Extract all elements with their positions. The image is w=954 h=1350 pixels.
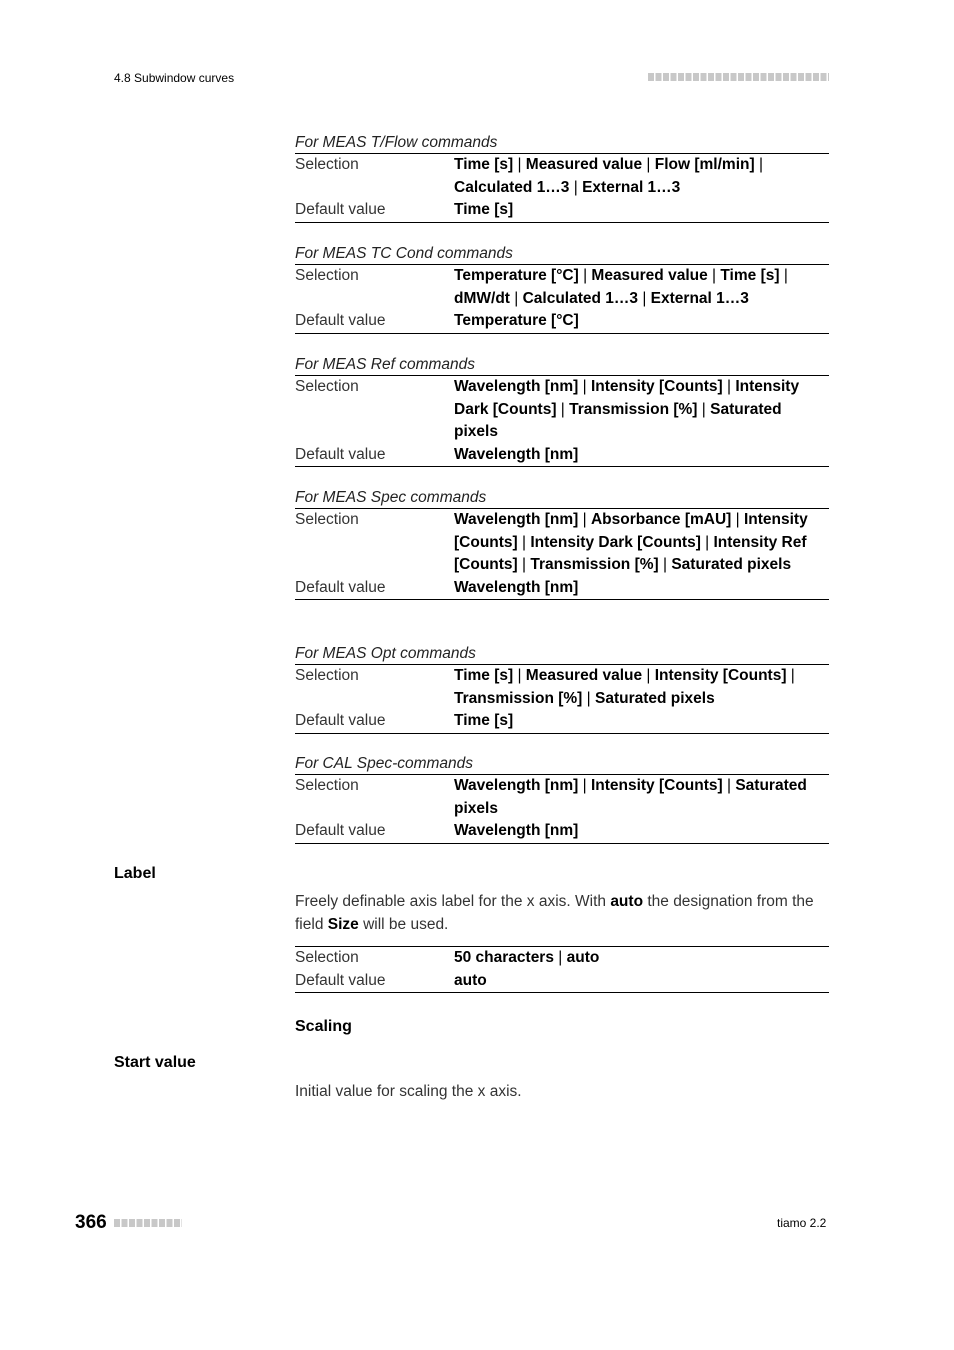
separator: | (513, 156, 526, 173)
label-desc-bold-2: Size (327, 916, 359, 933)
selection-option: Intensity Ref [Counts] (454, 533, 807, 573)
default-key: Default value (295, 201, 386, 218)
selection-key: Selection (295, 777, 359, 794)
selection-option: Intensity [Counts] (454, 511, 808, 551)
selection-table (295, 946, 829, 993)
separator: | (509, 289, 523, 307)
default-value: Wavelength [nm] (454, 822, 579, 839)
default-key: Default value (295, 445, 386, 463)
default-key: Default value (295, 578, 386, 596)
default-value: Temperature [°C] (454, 312, 579, 329)
running-header-section: 4.8 Subwindow curves (114, 71, 235, 85)
default-value: Time [s] (454, 201, 514, 218)
label-desc-text-3: will be used. (358, 916, 449, 933)
block-title: For MEAS T/Flow commands (295, 134, 498, 151)
selection-option: Saturated pixels (454, 777, 807, 817)
selection-option: Intensity [Counts] (590, 378, 723, 395)
block-title: For MEAS Spec commands (295, 489, 487, 506)
separator: | (731, 511, 744, 528)
selection-option: Intensity Dark [Counts] (454, 378, 800, 418)
block-meas-spec (295, 488, 829, 600)
selection-key: Selection (295, 511, 359, 528)
selection-option: Intensity [Counts] (590, 777, 723, 794)
block-meas-opt (295, 644, 829, 734)
default-value: auto (454, 971, 487, 989)
selection-option: Temperature [°C] (454, 267, 579, 284)
product-version: tiamo 2.2 (777, 1216, 827, 1230)
start-value-description: Initial value for scaling the x axis. (295, 1083, 522, 1100)
selection-option: Saturated pixels (594, 689, 715, 707)
selection-table (295, 375, 829, 467)
default-key: Default value (295, 312, 386, 329)
selection-option: Measured value (591, 267, 708, 284)
default-key: Default value (295, 971, 386, 989)
selection-option: Saturated pixels (671, 556, 792, 573)
start-value-heading: Start value (114, 1054, 196, 1071)
separator: | (786, 667, 795, 684)
block-title: For MEAS Opt commands (295, 645, 476, 662)
selection-option: Time [s] (454, 156, 514, 173)
label-heading: Label (114, 865, 156, 882)
separator: | (697, 400, 711, 418)
separator: | (722, 378, 736, 395)
selection-option: Wavelength [nm] (454, 511, 579, 528)
selection-key: Selection (295, 667, 359, 684)
selection-values (454, 509, 829, 577)
selection-key: Selection (295, 267, 359, 284)
selection-option: Transmission [%] (569, 400, 698, 418)
selection-option: dMW/dt (454, 289, 510, 307)
separator: | (700, 533, 714, 551)
separator: | (513, 667, 526, 684)
default-key: Default value (295, 712, 386, 729)
label-desc-text-2: the designation from the field (295, 893, 814, 933)
separator: | (578, 267, 592, 284)
separator: | (569, 178, 583, 196)
selection-option: Absorbance [mAU] (590, 511, 732, 528)
selection-option: External 1…3 (582, 178, 681, 196)
block-title: For CAL Spec-commands (295, 755, 474, 772)
page-number: 366 (75, 1212, 107, 1233)
separator: | (578, 511, 591, 528)
selection-option: Calculated 1…3 (454, 178, 570, 196)
selection-key: Selection (295, 949, 359, 966)
header-dot-bar (648, 73, 829, 81)
selection-option: Time [s] (454, 667, 514, 684)
selection-table (295, 774, 829, 844)
block-label (295, 946, 829, 993)
selection-option: Wavelength [nm] (454, 777, 579, 794)
selection-table (295, 508, 829, 600)
label-description (295, 890, 829, 936)
separator: | (517, 533, 531, 551)
block-title: For MEAS Ref commands (295, 356, 476, 373)
separator: | (642, 667, 655, 684)
separator: | (754, 156, 763, 173)
selection-option: Transmission [%] (530, 556, 659, 573)
separator: | (638, 289, 651, 307)
block-meas-tc-cond (295, 244, 829, 334)
default-value: Wavelength [nm] (454, 445, 579, 463)
separator: | (707, 267, 721, 284)
separator: | (722, 777, 736, 794)
selection-option: Calculated 1…3 (522, 289, 639, 307)
selection-option: Wavelength [nm] (454, 378, 579, 395)
separator: | (642, 156, 655, 173)
separator: | (658, 556, 672, 573)
selection-option: Intensity [Counts] (654, 667, 787, 684)
selection-values (454, 775, 829, 821)
block-meas-ref (295, 355, 829, 467)
selection-table (295, 664, 829, 734)
block-title: For MEAS TC Cond commands (295, 245, 513, 262)
separator: | (578, 378, 591, 395)
selection-option: Flow [ml/min] (654, 156, 755, 173)
scaling-heading: Scaling (295, 1018, 352, 1035)
label-desc-bold-1: auto (610, 893, 644, 910)
selection-values (454, 154, 829, 200)
block-meas-tflow (295, 133, 829, 223)
selection-option: External 1…3 (650, 289, 749, 307)
default-key: Default value (295, 822, 386, 839)
selection-key: Selection (295, 378, 359, 395)
selection-values (454, 376, 829, 444)
selection-option: Saturated pixels (454, 400, 782, 440)
footer-dot-bar (114, 1219, 182, 1227)
selection-option: 50 characters (454, 949, 554, 966)
selection-values (454, 265, 829, 311)
separator: | (517, 556, 531, 573)
separator: | (556, 400, 570, 418)
label-desc-text-1: Freely definable axis label for the x axis. With (295, 893, 611, 910)
selection-option: Measured value (525, 667, 643, 684)
default-value: Wavelength [nm] (454, 578, 579, 596)
separator: | (582, 689, 595, 707)
separator: | (553, 949, 567, 966)
selection-values (454, 947, 829, 970)
default-value: Time [s] (454, 712, 514, 729)
separator: | (779, 267, 788, 284)
selection-table (295, 153, 829, 223)
selection-option: auto (566, 949, 600, 966)
selection-key: Selection (295, 156, 359, 173)
separator: | (578, 777, 591, 794)
selection-option: Transmission [%] (454, 689, 583, 707)
selection-table (295, 264, 829, 334)
selection-values (454, 665, 829, 711)
selection-option: Intensity Dark [Counts] (530, 533, 701, 551)
block-cal-spec (295, 754, 829, 844)
selection-option: Measured value (525, 156, 643, 173)
selection-option: Time [s] (720, 267, 780, 284)
